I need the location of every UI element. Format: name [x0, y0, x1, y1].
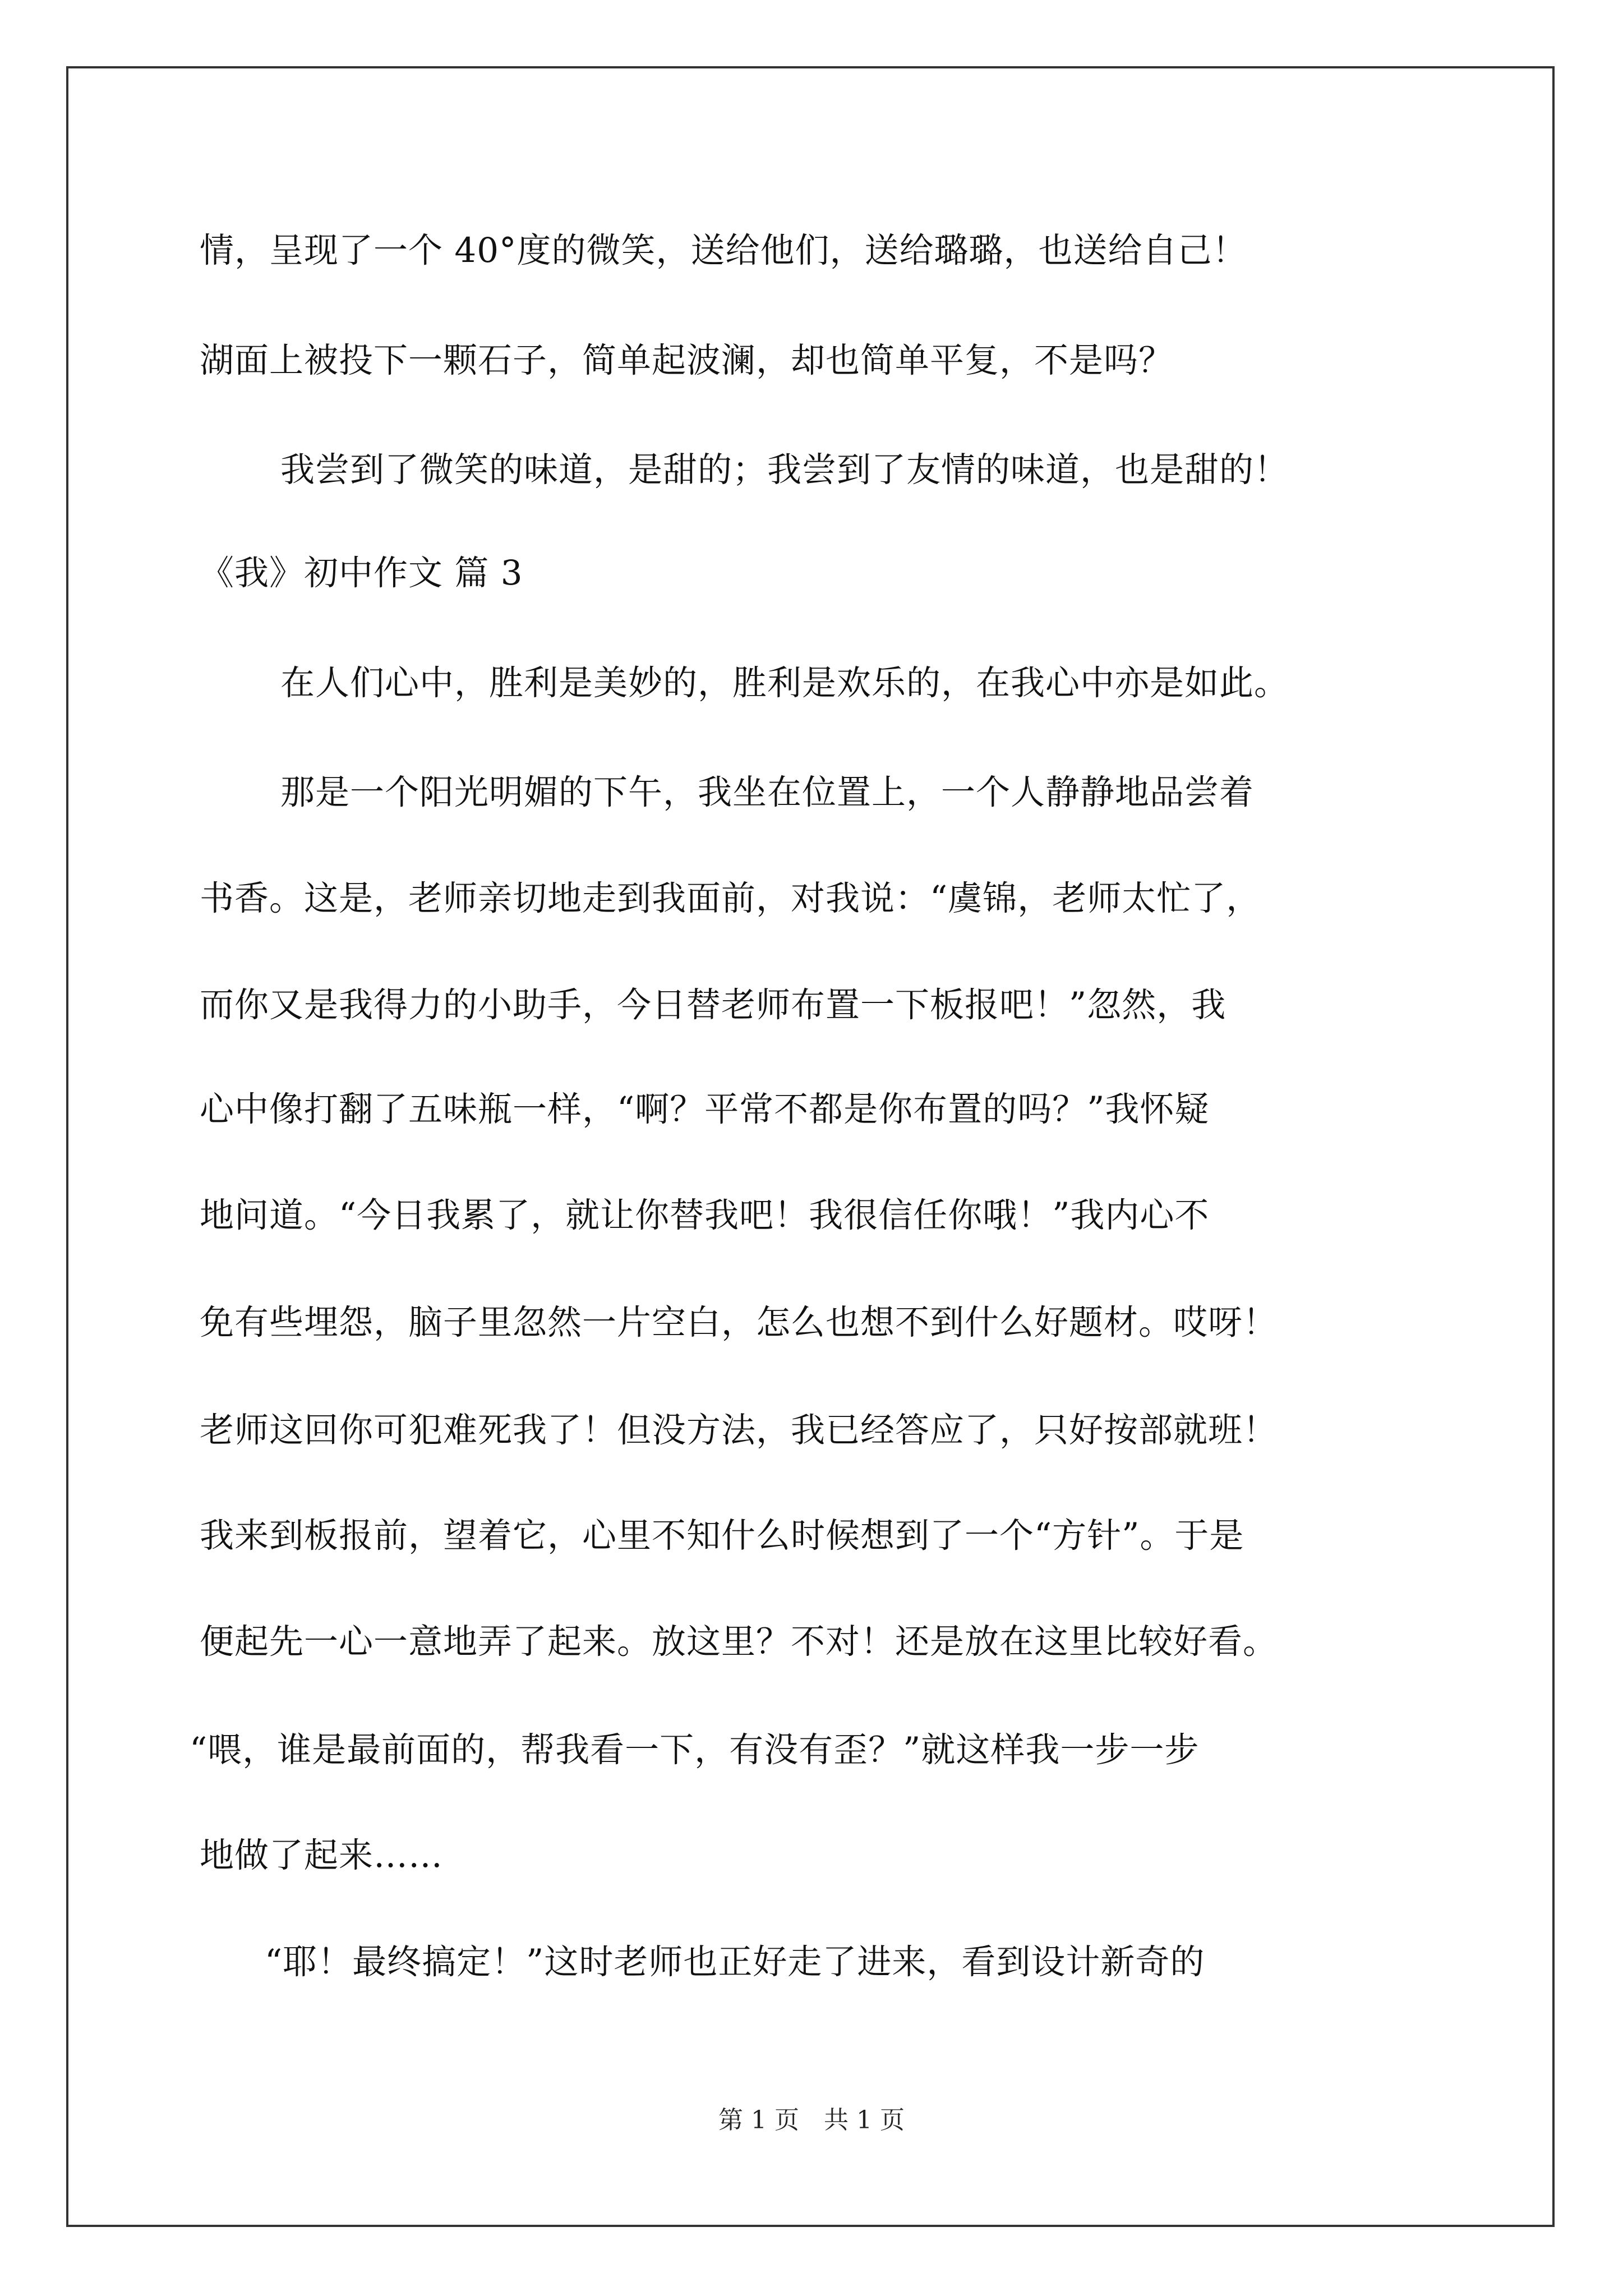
text-line: 地做了起来…… — [200, 1835, 444, 1875]
text-line: 湖面上被投下一颗石子，简单起波澜，却也简单平复，不是吗？ — [200, 341, 1174, 380]
text-line: 老师这回你可犯难死我了！但没方法，我已经答应了，只好按部就班！ — [200, 1410, 1278, 1450]
text-line: 那是一个阳光明媚的下午，我坐在位置上，一个人静静地品尝着 — [280, 772, 1255, 812]
page-footer: 第 1 页 共 1 页 — [718, 2106, 905, 2134]
page-border — [66, 66, 1555, 2227]
text-line: 心中像打翻了五味瓶一样，“啊？平常不都是你布置的吗？”我怀疑 — [200, 1089, 1210, 1129]
text-line: 情，呈现了一个 40°度的微笑，送给他们，送给璐璐，也送给自己！ — [200, 231, 1247, 270]
text-line: 书香。这是，老师亲切地走到我面前，对我说：“虞锦，老师太忙了， — [200, 878, 1261, 918]
text-line: 地问道。“今日我累了，就让你替我吧！我很信任你哦！”我内心不 — [200, 1195, 1210, 1235]
text-line: 而你又是我得力的小助手，今日替老师布置一下板报吧！”忽然，我 — [200, 985, 1227, 1025]
text-line: 便起先一心一意地弄了起来。放这里？不对！还是放在这里比较好看。 — [200, 1622, 1278, 1662]
text-line: “耶！最终搞定！”这时老师也正好走了进来，看到设计新奇的 — [265, 1942, 1205, 1982]
text-line: 我来到板报前，望着它，心里不知什么时候想到了一个“方针”。于是 — [200, 1516, 1244, 1556]
text-line: “喂，谁是最前面的，帮我看一下，有没有歪？”就这样我一步一步 — [190, 1730, 1200, 1770]
text-line: 我尝到了微笑的味道，是甜的；我尝到了友情的味道，也是甜的！ — [280, 450, 1289, 490]
section-heading: 《我》初中作文 篇 3 — [200, 553, 523, 593]
text-line: 免有些埋怨，脑子里忽然一片空白，怎么也想不到什么好题材。哎呀！ — [200, 1303, 1278, 1342]
text-line: 在人们心中，胜利是美妙的，胜利是欢乐的，在我心中亦是如此。 — [280, 663, 1289, 703]
